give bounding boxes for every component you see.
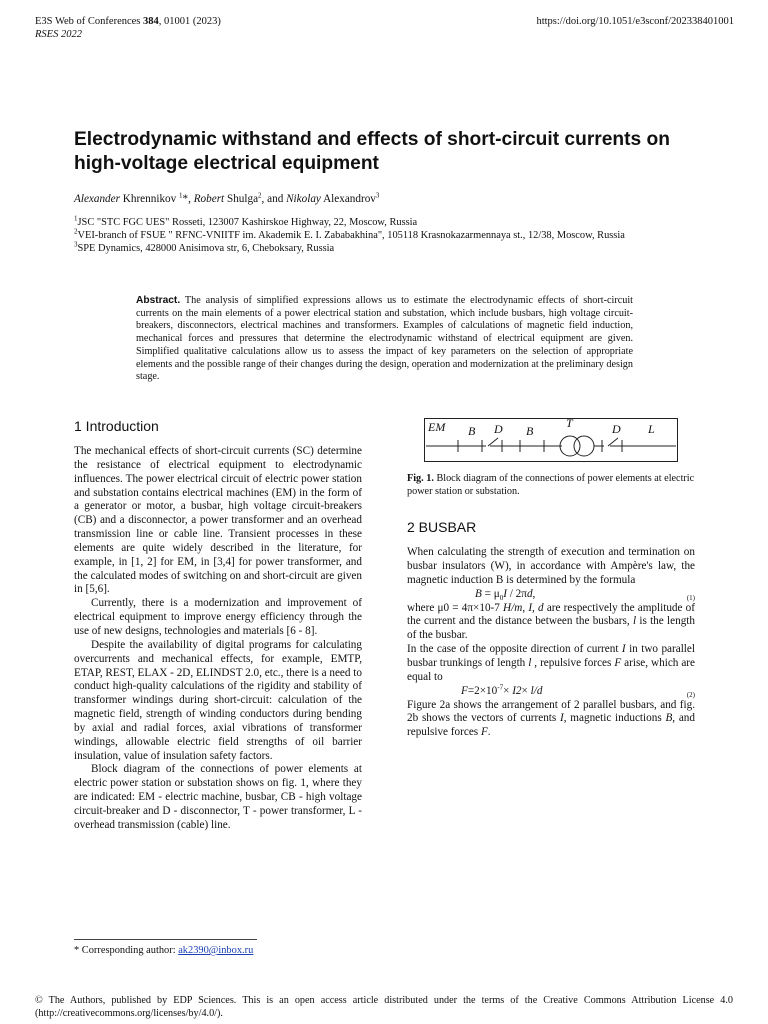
license-footer: © The Authors, published by EDP Sciences. This is an open access article distributed under the terms of the Creative Commons Attribution License 4.0 (http://creativecommons.org/licenses/by/4.0/).: [35, 995, 733, 1019]
volume-number: 384: [143, 16, 159, 27]
affiliations: [74, 216, 714, 255]
p4-b: , magnetic inductions: [563, 712, 666, 725]
eq1-mu: = μ: [481, 587, 500, 600]
running-header: [35, 15, 221, 41]
eq2-times-1: ×: [503, 684, 513, 697]
author-1-first: Alexander: [74, 193, 120, 205]
section-heading-introduction: 1 Introduction: [74, 418, 159, 434]
introduction-body: [74, 445, 362, 833]
p2-vars: I, d: [528, 601, 544, 614]
eq1-i: I: [503, 587, 507, 600]
eq2-f: F: [461, 684, 468, 697]
author-3-affil: 3: [375, 191, 380, 200]
label-disconnector-1: D: [494, 422, 503, 436]
intro-paragraph-3: Despite the availability of digital programs for calculating overcurrents and mechanical effects, for example, EMTP, ETAP, REST, ELAX - 2D, ELINDST 2.0, etc., there is a need to conduct high-quality calculations of the rigidity and stability of transformer windings during short-circuit: calculation of the magnetic field, strength of winding conductors during bending by axial and radial forces, axial vibrations of transformer windings, allowable electric field strengths of oil barrier insulation, value of insulation safety factors.: [74, 638, 362, 762]
p4-c: , and repulsive forces: [407, 712, 695, 739]
affiliation-2: [74, 229, 714, 242]
eq1-comma: ,: [532, 587, 536, 600]
p4-bvar: B: [665, 712, 673, 725]
p4-d: .: [487, 726, 491, 739]
author-email-link[interactable]: ak2390@inbox.ru: [178, 945, 254, 956]
busbar-paragraph-3: [407, 643, 695, 685]
author-list: [74, 193, 379, 205]
affiliation-1-text: JSC "STC FGC UES" Rosseti, 123007 Kashirskoe Highway, 22, Moscow, Russia: [77, 217, 418, 228]
p2-l: l: [632, 615, 637, 628]
p4-i: I: [560, 712, 564, 725]
conference-name: RSES 2022: [35, 29, 82, 40]
label-em: EM: [428, 420, 446, 434]
corresponding-author-footnote: [74, 945, 253, 956]
affiliation-1: [74, 216, 714, 229]
section-heading-busbar: 2 BUSBAR: [407, 519, 477, 535]
abstract-text: The analysis of simplified expressions allows us to estimate the electrodynamic effects of short-circuit currents on the main elements of a power electrical station and substation, which include busbars, high voltage circuit-breakers, disconnectors, electrical machines and transformers. Examples of calculations of magnetic field induction, mechanical forces and pressures that determine the electrodynamic withstand of electrical equipment are given. Simplified qualitative calculations allow us to assess the impact of key parameters on the selection of appropriate elements and the possible range of their changes during the design, operation and modernization at the preliminary design stage.: [136, 295, 633, 383]
p2-c: are respectively the amplitude of the current and the distance between the busbars,: [407, 601, 695, 628]
p3-i: I: [621, 643, 626, 656]
author-1-last: Khrennikov: [119, 193, 180, 205]
author-3-first: Nikolay: [286, 193, 321, 205]
doi-link[interactable]: https://doi.org/10.1051/e3sconf/202338401001: [536, 16, 734, 27]
affiliation-3-text: SPE Dynamics, 428000 Anisimova str, 6, Cheboksary, Russia: [77, 243, 335, 254]
author-1-star: *,: [182, 193, 194, 205]
eq2-i2: I2: [512, 684, 522, 697]
p3-f: F: [614, 656, 622, 669]
paper-title: Electrodynamic withstand and effects of short-circuit currents on high-voltage electrical equipment: [74, 129, 670, 174]
affiliation-3-mark: 3: [74, 240, 78, 249]
figure-1-caption: [407, 473, 707, 498]
busbar-paragraph-2: [407, 602, 695, 644]
equation-2: [407, 682, 695, 699]
author-2-last: Shulga: [224, 193, 259, 205]
figure-1-caption-text: Block diagram of the connections of power elements at electric power station or substation.: [407, 473, 695, 497]
eq1-sub: 0: [499, 593, 504, 602]
label-busbar-2: B: [526, 424, 534, 438]
label-busbar-1: B: [468, 424, 476, 438]
eq1-div: / 2π: [506, 587, 527, 600]
figure-frame: [425, 419, 678, 462]
p4-a: Figure 2a shows the arrangement of 2 parallel busbars, and fig. 2b shows the vectors of currents: [407, 698, 695, 725]
author-separator: , and: [261, 193, 287, 205]
eq2-exp: -7: [497, 682, 504, 691]
p2-a: where μ0 = 4π×10-7: [407, 601, 504, 614]
equation-1-expression: [475, 588, 535, 602]
busbar-body: [407, 546, 695, 740]
author-1-affil: 1: [179, 191, 183, 200]
p2-b: ,: [522, 601, 529, 614]
eq1-b: B: [475, 587, 482, 600]
label-disconnector-2: D: [612, 422, 621, 436]
equation-2-number: (2): [686, 690, 695, 699]
footnote-text: * Corresponding author:: [74, 945, 179, 956]
author-3-last: Alexandrov: [320, 193, 376, 205]
p2-unit: H/m: [503, 601, 523, 614]
eq2-times-2: ×: [521, 684, 531, 697]
footnote-rule: [74, 939, 257, 940]
eq1-d: d: [526, 587, 533, 600]
abstract-label: Abstract.: [136, 295, 181, 306]
p3-d: arise, which are equal to: [407, 656, 695, 683]
block-diagram-figure: [424, 418, 678, 462]
figure-1-label: Fig. 1.: [407, 473, 434, 484]
equation-2-expression: [461, 682, 543, 699]
p3-l: l: [528, 656, 532, 669]
p2-d: is the length of the busbar.: [407, 615, 695, 642]
p3-c: , repulsive forces: [531, 656, 615, 669]
equation-1-number: (1): [686, 593, 695, 602]
affiliation-2-text: VEI-branch of FSUE " RFNC-VNIITF im. Akademik E. I. Zababakhina", 105118 Krasnokazarmennaya st., 12/38, Moscow, Russia: [77, 230, 625, 241]
label-line: L: [648, 422, 655, 436]
intro-paragraph-1: The mechanical effects of short-circuit currents (SC) determine the resistance of electrical equipment to electrodynamic influences. The power electrical circuit of electric power station and substation contains electrical machines (EM) in the form of a generator or motor, a busbar, high voltage circuit-breakers (CB) and a disconnector, a power transformer and an overhead transmission line or cable line. Transient processes in these elements are quite widely described in the literature, for example, in [1, 2] for EM, in [3,4] for power transformer, and the calculated modes of switching on and short-circuit are given in [5,6].: [74, 445, 362, 596]
affiliation-1-mark: 1: [74, 214, 78, 223]
busbar-paragraph-1: When calculating the strength of execution and termination on busbar insulators (W), in accordance with Ampère's law, the magnetic induction B is determined by the formula: [407, 546, 695, 586]
intro-paragraph-2: Currently, there is a modernization and improvement of electrical equipment to improve energy efficiency through the use of new designs, technologies and materials [6 - 8].: [74, 597, 362, 637]
intro-paragraph-4: Block diagram of the connections of power elements at electric power station or substation shows on fig. 1, where they are indicated: EM - electric machine, busbar, CB - high voltage circuit-breaker and D - disconnector, T - power transformer, L - overhead transmission (cable) line.: [74, 763, 362, 831]
abstract: [136, 295, 633, 384]
busbar-paragraph-4: [407, 699, 695, 741]
transformer-winding-2: [574, 436, 594, 456]
equation-1: [407, 588, 695, 602]
p4-f: F: [480, 726, 488, 739]
article-number: , 01001 (2023): [158, 16, 221, 27]
p3-a: In the case of the opposite direction of current: [407, 643, 622, 656]
author-2-affil: 2: [258, 191, 262, 200]
circuit-wiring: [426, 436, 676, 456]
journal-name: E3S Web of Conferences: [35, 16, 144, 27]
affiliation-3: [74, 242, 714, 255]
author-2-first: Robert: [193, 193, 225, 205]
affiliation-2-mark: 2: [74, 227, 78, 236]
label-transformer: T: [566, 418, 573, 430]
eq2-ld: l/d: [530, 684, 543, 697]
p3-b: in two parallel busbar trunkings of length: [407, 643, 695, 669]
eq2-coef: =2×10: [467, 684, 498, 697]
